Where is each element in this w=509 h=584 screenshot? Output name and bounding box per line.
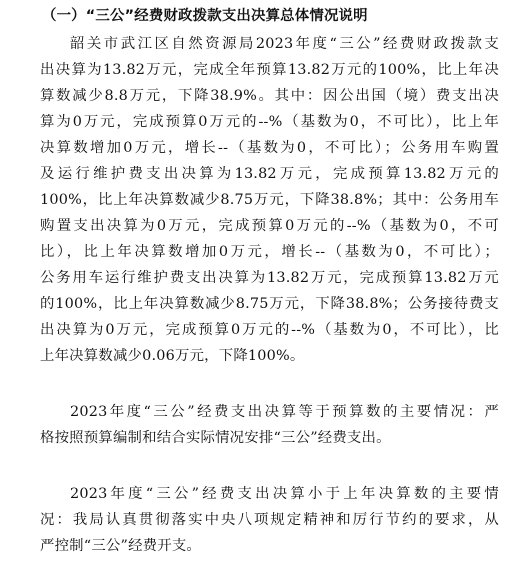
paragraph-line: 2023年度“三公”经费支出决算小于上年决算数的主要情: [70, 486, 499, 502]
paragraph-line: 格按照预算编制和结合实际情况安排“三公”经费支出。: [40, 430, 391, 446]
paragraph-line: 出决算为0万元，完成预算0万元的--%（基数为0，不可比），比: [40, 322, 499, 338]
paragraph-line: 韶关市武江区自然资源局2023年度“三公”经费财政拨款支: [70, 36, 499, 52]
paragraph-line: 决算数增加0万元，增长--（基数为0，不可比）；公务用车购置: [40, 140, 499, 156]
paragraph-line: 购置支出决算为0万元，完成预算0万元的--%（基数为0，不可: [40, 218, 499, 234]
paragraph-line: 2023年度“三公”经费支出决算等于预算数的主要情况：严: [70, 404, 499, 420]
paragraph-line: 上年决算数减少0.06万元，下降100%。: [40, 348, 305, 364]
paragraph-line: 的100%，比上年决算数减少8.75万元，下降38.8%；公务接待费支: [40, 296, 499, 312]
section-heading: （一）“三公”经费财政拨款支出决算总体情况说明: [42, 8, 368, 24]
paragraph-line: 算为0万元，完成预算0万元的--%（基数为0，不可比），比上年: [40, 114, 499, 130]
paragraph-line: 况：我局认真贯彻落实中央八项规定精神和厉行节约的要求，从: [40, 512, 499, 528]
paragraph-line: 严控制“三公”经费开支。: [40, 538, 202, 554]
paragraph-line: 100%，比上年决算数减少8.75万元，下降38.8%；其中：公务用车: [40, 192, 499, 208]
paragraph-line: 出决算为13.82万元，完成全年预算13.82万元的100%，比上年决: [40, 62, 499, 78]
paragraph-line: 公务用车运行维护费支出决算为13.82万元，完成预算13.82万元: [40, 270, 499, 286]
paragraph-line: 比），比上年决算数增加0万元，增长--（基数为0，不可比）；: [40, 244, 499, 260]
paragraph-line: 算数减少8.8万元，下降38.9%。其中：因公出国（境）费支出决: [40, 88, 499, 104]
paragraph-line: 及运行维护费支出决算为13.82万元，完成预算13.82万元的: [40, 166, 499, 182]
